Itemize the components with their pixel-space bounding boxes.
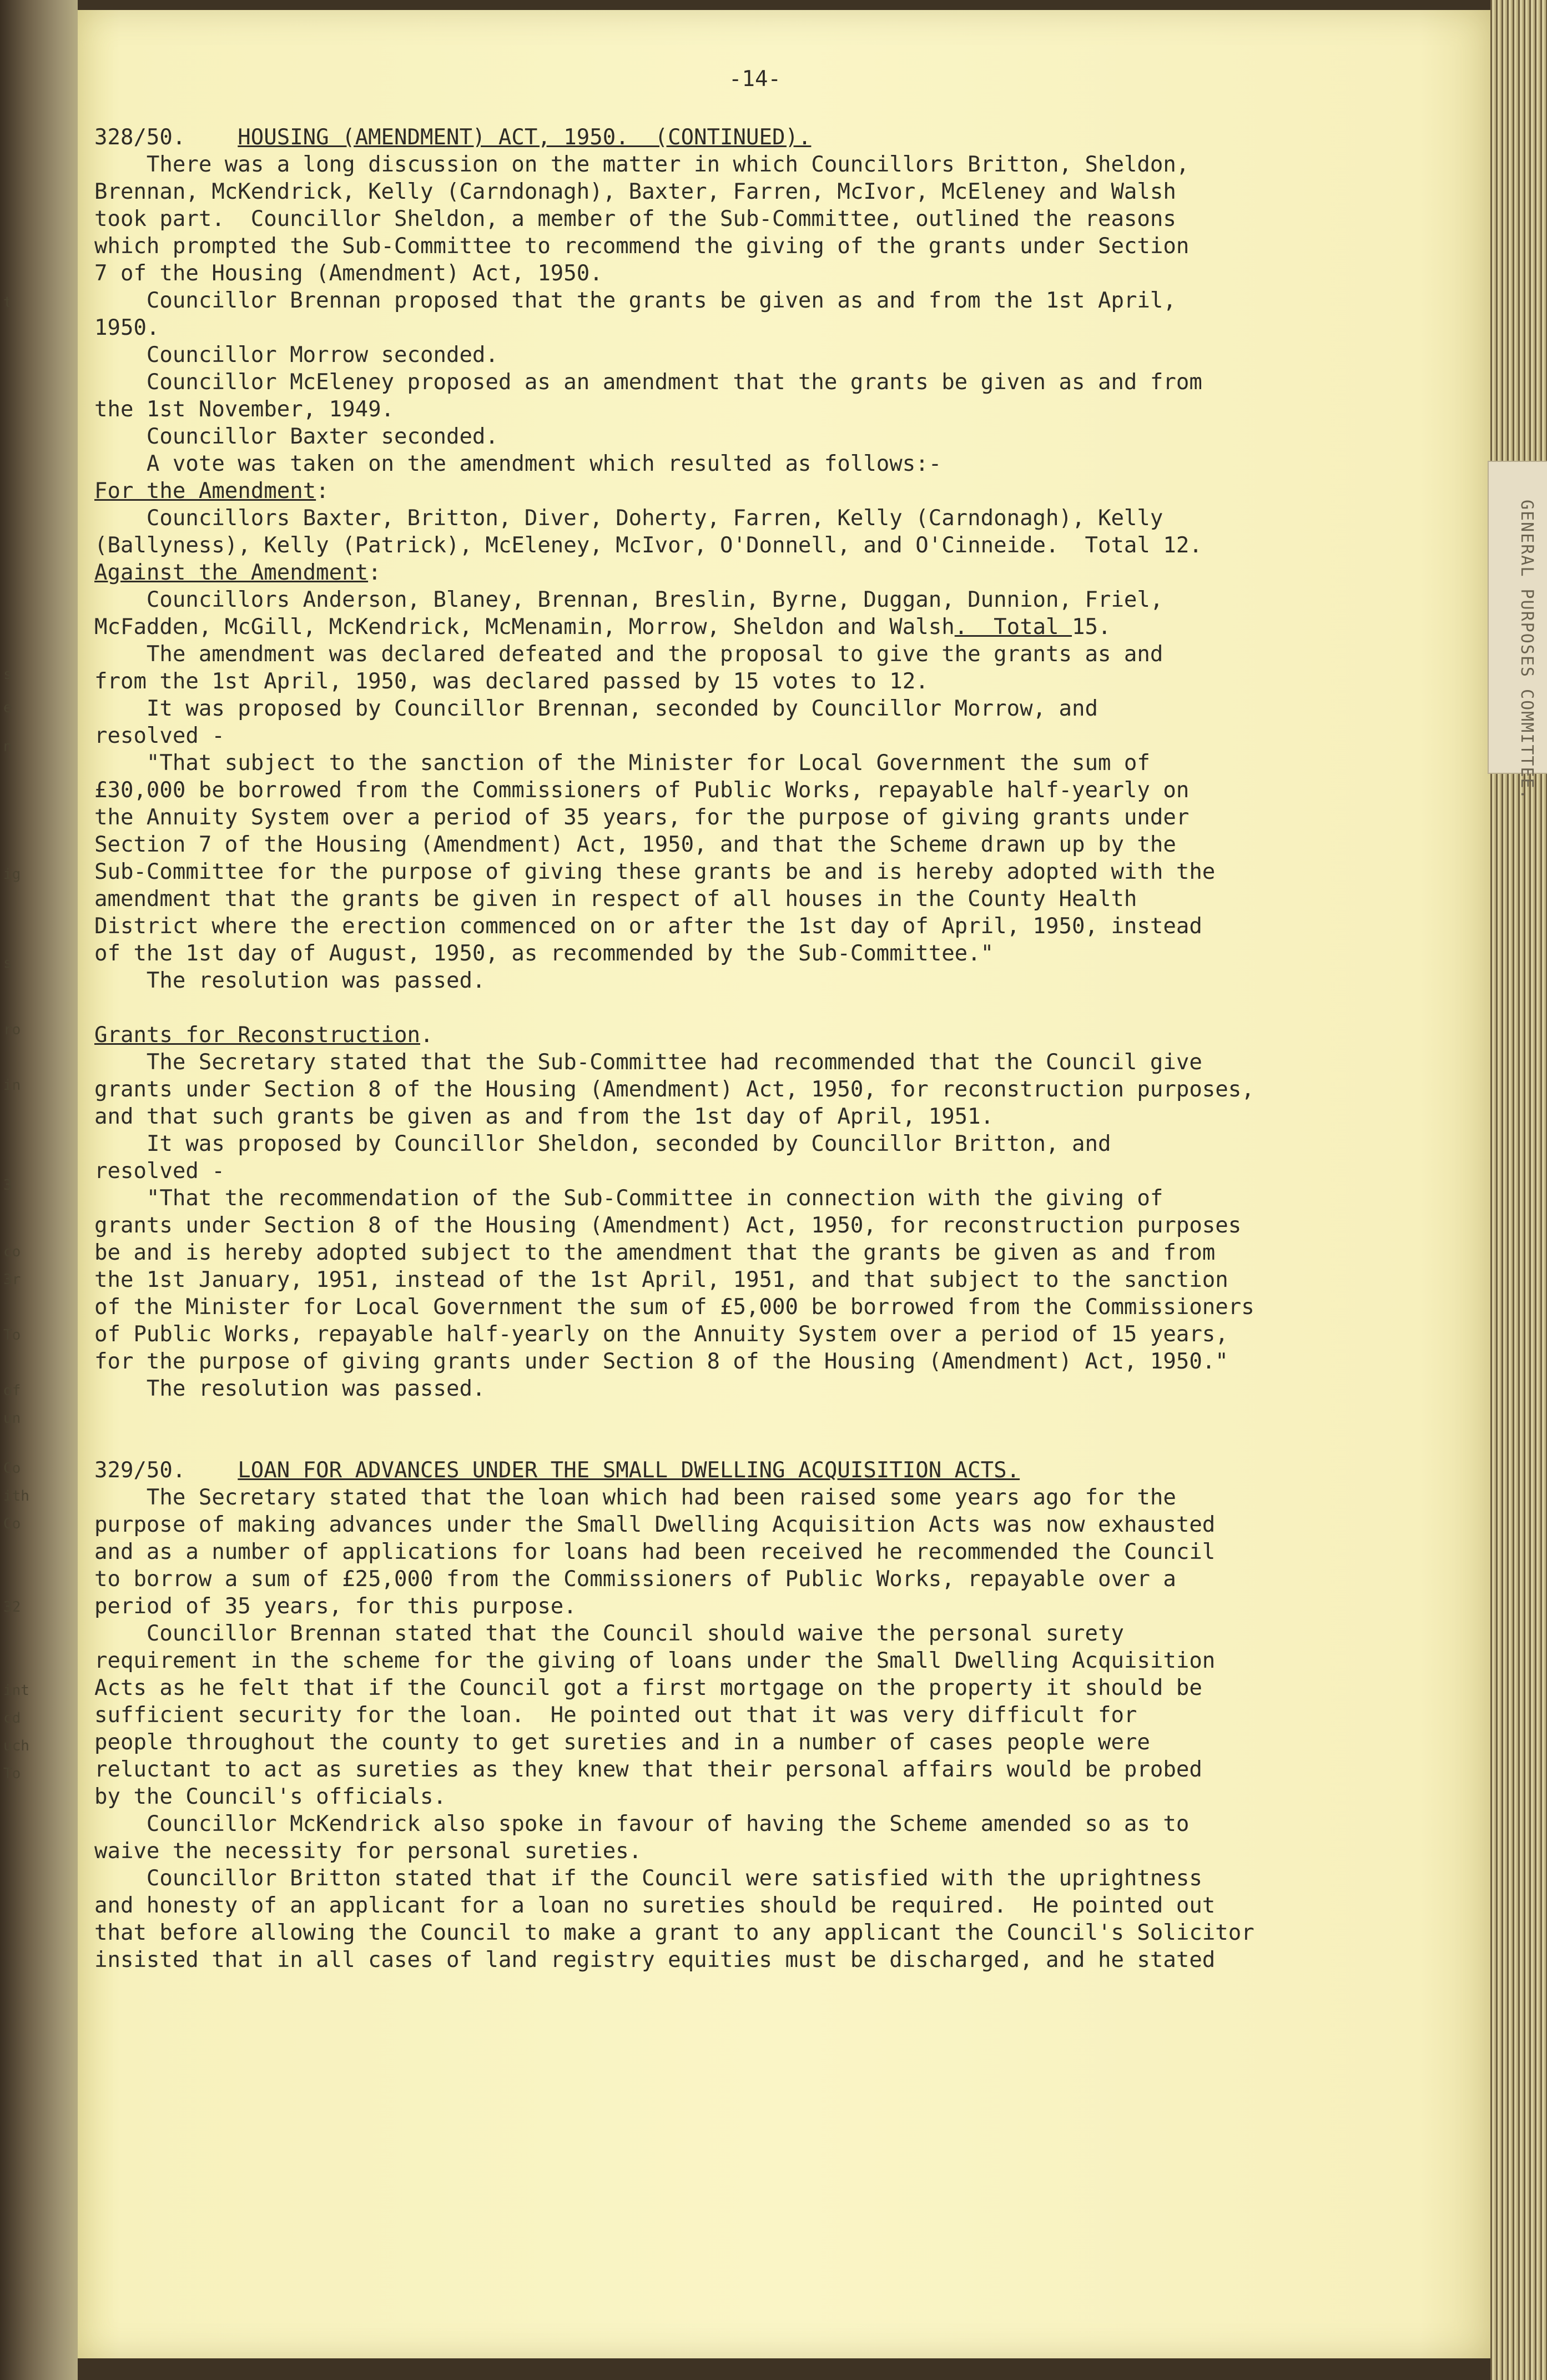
underlined-heading: . Total	[954, 615, 1072, 640]
margin-fragment: int	[3, 1682, 29, 1699]
text-line: Councillor McEleney proposed as an amendment that the grants be given as and from	[94, 370, 1202, 395]
text-line: Councillor Baxter seconded.	[94, 424, 498, 449]
text-line: For the Amendment:	[94, 479, 329, 504]
text-line: Councillor McKendrick also spoke in favour of having the Scheme amended so as to	[94, 1812, 1190, 1836]
margin-fragment: To	[3, 1765, 21, 1782]
text-line: "That subject to the sanction of the Minister for Local Government the sum of	[94, 751, 1150, 776]
text-line: waive the necessity for personal sureties.	[94, 1839, 642, 1864]
margin-fragment: e	[3, 700, 12, 716]
text-line: insisted that in all cases of land registry equities must be discharged, and he stated	[94, 1948, 1216, 1973]
text-line: The Secretary stated that the Sub-Committee had recommended that the Council give	[94, 1050, 1202, 1075]
text-line: Against the Amendment:	[94, 560, 381, 585]
margin-fragment: 3	[3, 1177, 12, 1194]
margin-fragment: t	[3, 294, 12, 311]
text-line: 329/50. LOAN FOR ADVANCES UNDER THE SMALL DWELLING ACQUISITION ACTS.	[94, 1458, 1020, 1483]
text-line: be and is hereby adopted subject to the amendment that the grants be given as and from	[94, 1240, 1216, 1265]
text-line: and honesty of an applicant for a loan no sureties should be required. He pointed out	[94, 1893, 1216, 1918]
blank-line	[94, 994, 1415, 1022]
text-line: reluctant to act as sureties as they knew that their personal affairs would be probed	[94, 1757, 1202, 1782]
underlined-heading: Grants for Reconstruction	[94, 1023, 420, 1048]
margin-fragment: of	[3, 1382, 21, 1399]
text-line: by the Council's officials.	[94, 1784, 446, 1809]
margin-fragment: cd	[3, 1710, 21, 1727]
page-body	[94, 66, 1415, 1974]
margin-fragment: ith	[3, 1488, 29, 1505]
text-line: the 1st January, 1951, instead of the 1st April, 1951, and that subject to the sanction	[94, 1267, 1228, 1292]
text-line: to borrow a sum of £25,000 from the Commissioners of Public Works, repayable over a	[94, 1567, 1176, 1592]
text-line: Councillor Britton stated that if the Council were satisfied with the uprightness	[94, 1866, 1202, 1891]
underlined-heading: Against the Amendment	[94, 560, 369, 585]
margin-fragment: Co	[3, 1516, 21, 1532]
text-line: Councillor Brennan stated that the Council should waive the personal surety	[94, 1621, 1124, 1646]
text-line: The resolution was passed.	[94, 968, 486, 993]
text-line: and as a number of applications for loans had been received he recommended the Council	[94, 1539, 1216, 1564]
text-line: from the 1st April, 1950, was declared passed by 15 votes to 12.	[94, 669, 929, 694]
text-line: of the 1st day of August, 1950, as recommended by the Sub-Committee."	[94, 941, 994, 966]
margin-fragment: ig	[3, 866, 21, 883]
margin-fragment: in	[3, 1077, 21, 1094]
text-line: There was a long discussion on the matter in which Councillors Britton, Sheldon,	[94, 152, 1190, 177]
minutes-text	[94, 124, 1415, 1974]
text-line: The amendment was declared defeated and the proposal to give the grants as and	[94, 642, 1163, 667]
text-line: It was proposed by Councillor Brennan, seconded by Councillor Morrow, and	[94, 696, 1098, 721]
text-line: Section 7 of the Housing (Amendment) Act, 1950, and that the Scheme drawn up by the	[94, 832, 1176, 857]
text-line: grants under Section 8 of the Housing (Amendment) Act, 1950, for reconstruction purposes	[94, 1213, 1242, 1238]
text-line: purpose of making advances under the Small Dwelling Acquisition Acts was now exhausted	[94, 1512, 1216, 1537]
text-line: amendment that the grants be given in respect of all houses in the County Health	[94, 887, 1137, 912]
blank-line	[94, 1402, 1415, 1430]
underlined-heading: LOAN FOR ADVANCES UNDER THE SMALL DWELLING ACQUISITION ACTS.	[238, 1458, 1020, 1483]
text-line: which prompted the Sub-Committee to recommend the giving of the grants under Section	[94, 234, 1190, 259]
text-line: grants under Section 8 of the Housing (Amendment) Act, 1950, for reconstruction purposes,	[94, 1077, 1254, 1102]
text-line: Councillor Brennan proposed that the grants be given as and from the 1st April,	[94, 288, 1176, 313]
text-line: 1950.	[94, 315, 160, 340]
text-line: District where the erection commenced on or after the 1st day of April, 1950, instead	[94, 914, 1202, 939]
text-line: (Ballyness), Kelly (Patrick), McEleney, McIvor, O'Donnell, and O'Cinneide. Total 12.	[94, 533, 1202, 558]
text-line: resolved -	[94, 723, 225, 748]
index-tab-label: GENERAL PURPOSES COMMITTEE.	[1517, 500, 1536, 801]
text-line: The Secretary stated that the loan which had been raised some years ago for the	[94, 1485, 1176, 1510]
text-line: resolved -	[94, 1159, 225, 1184]
text-line: and that such grants be given as and from the 1st day of April, 1951.	[94, 1104, 994, 1129]
text-line: Councillor Morrow seconded.	[94, 343, 498, 368]
text-line: The resolution was passed.	[94, 1376, 486, 1401]
text-line: Councillors Baxter, Britton, Diver, Doherty, Farren, Kelly (Carndonagh), Kelly	[94, 506, 1163, 531]
document-page	[78, 10, 1490, 2358]
margin-fragment: ro	[3, 1022, 21, 1038]
text-line: Sub-Committee for the purpose of giving these grants be and is hereby adopted with the	[94, 859, 1216, 884]
text-line: people throughout the county to get sureties and in a number of cases people were	[94, 1730, 1150, 1755]
text-line: period of 35 years, for this purpose.	[94, 1594, 577, 1619]
text-line: "That the recommendation of the Sub-Committee in connection with the giving of	[94, 1186, 1163, 1211]
text-line: the Annuity System over a period of 35 years, for the purpose of giving grants under	[94, 805, 1190, 830]
underlined-heading: HOUSING (AMENDMENT) ACT, 1950. (CONTINUED).	[238, 125, 812, 150]
text-line: £30,000 be borrowed from the Commissioners of Public Works, repayable half-yearly on	[94, 778, 1190, 803]
page-stack-edge	[1490, 0, 1547, 2380]
text-line: of the Minister for Local Government the sum of £5,000 be borrowed from the Commissioners	[94, 1295, 1254, 1320]
text-line: Brennan, McKendrick, Kelly (Carndonagh), Baxter, Farren, McIvor, McEleney and Walsh	[94, 179, 1176, 204]
margin-fragment: To	[3, 1327, 21, 1344]
text-line: took part. Councillor Sheldon, a member of the Sub-Committee, outlined the reasons	[94, 207, 1176, 232]
margin-fragment: s	[3, 666, 12, 683]
margin-fragment: un	[3, 1410, 21, 1427]
text-line: of Public Works, repayable half-yearly on the Annuity System over a period of 15 years,	[94, 1322, 1228, 1347]
text-line: sufficient security for the loan. He pointed out that it was very difficult for	[94, 1703, 1137, 1728]
margin-fragment: 3r	[3, 1271, 21, 1288]
text-line: Acts as he felt that if the Council got a first mortgage on the property it should be	[94, 1675, 1202, 1700]
text-line: that before allowing the Council to make a grant to any applicant the Council's Solicitor	[94, 1920, 1254, 1945]
text-line: It was proposed by Councillor Sheldon, seconded by Councillor Britton, and	[94, 1131, 1111, 1156]
text-line: Councillors Anderson, Blaney, Brennan, Breslin, Byrne, Duggan, Dunnion, Friel,	[94, 587, 1163, 612]
text-line: Grants for Reconstruction.	[94, 1023, 434, 1048]
page-number: -14-	[729, 67, 781, 92]
text-line: for the purpose of giving grants under Section 8 of the Housing (Amendment) Act, 1950."	[94, 1349, 1228, 1374]
margin-fragment: n	[3, 738, 12, 755]
text-line: McFadden, McGill, McKendrick, McMenamin, Morrow, Sheldon and Walsh. Total 15.	[94, 615, 1111, 640]
text-line: requirement in the scheme for the giving of loans under the Small Dwelling Acquisition	[94, 1648, 1216, 1673]
left-binding-edge	[0, 0, 78, 2380]
margin-fragment: uch	[3, 1738, 29, 1754]
blank-line	[94, 1430, 1415, 1457]
text-line: 7 of the Housing (Amendment) Act, 1950.	[94, 261, 603, 286]
margin-fragment: Co	[3, 1460, 21, 1477]
text-line: A vote was taken on the amendment which resulted as follows:-	[94, 451, 942, 476]
margin-fragment: co	[3, 1244, 21, 1260]
margin-fragment: s	[3, 955, 12, 972]
text-line: 328/50. HOUSING (AMENDMENT) ACT, 1950. (CONTINUED).	[94, 125, 812, 150]
underlined-heading: For the Amendment	[94, 479, 316, 504]
text-line: the 1st November, 1949.	[94, 397, 395, 422]
margin-fragment: 32	[3, 1599, 21, 1616]
